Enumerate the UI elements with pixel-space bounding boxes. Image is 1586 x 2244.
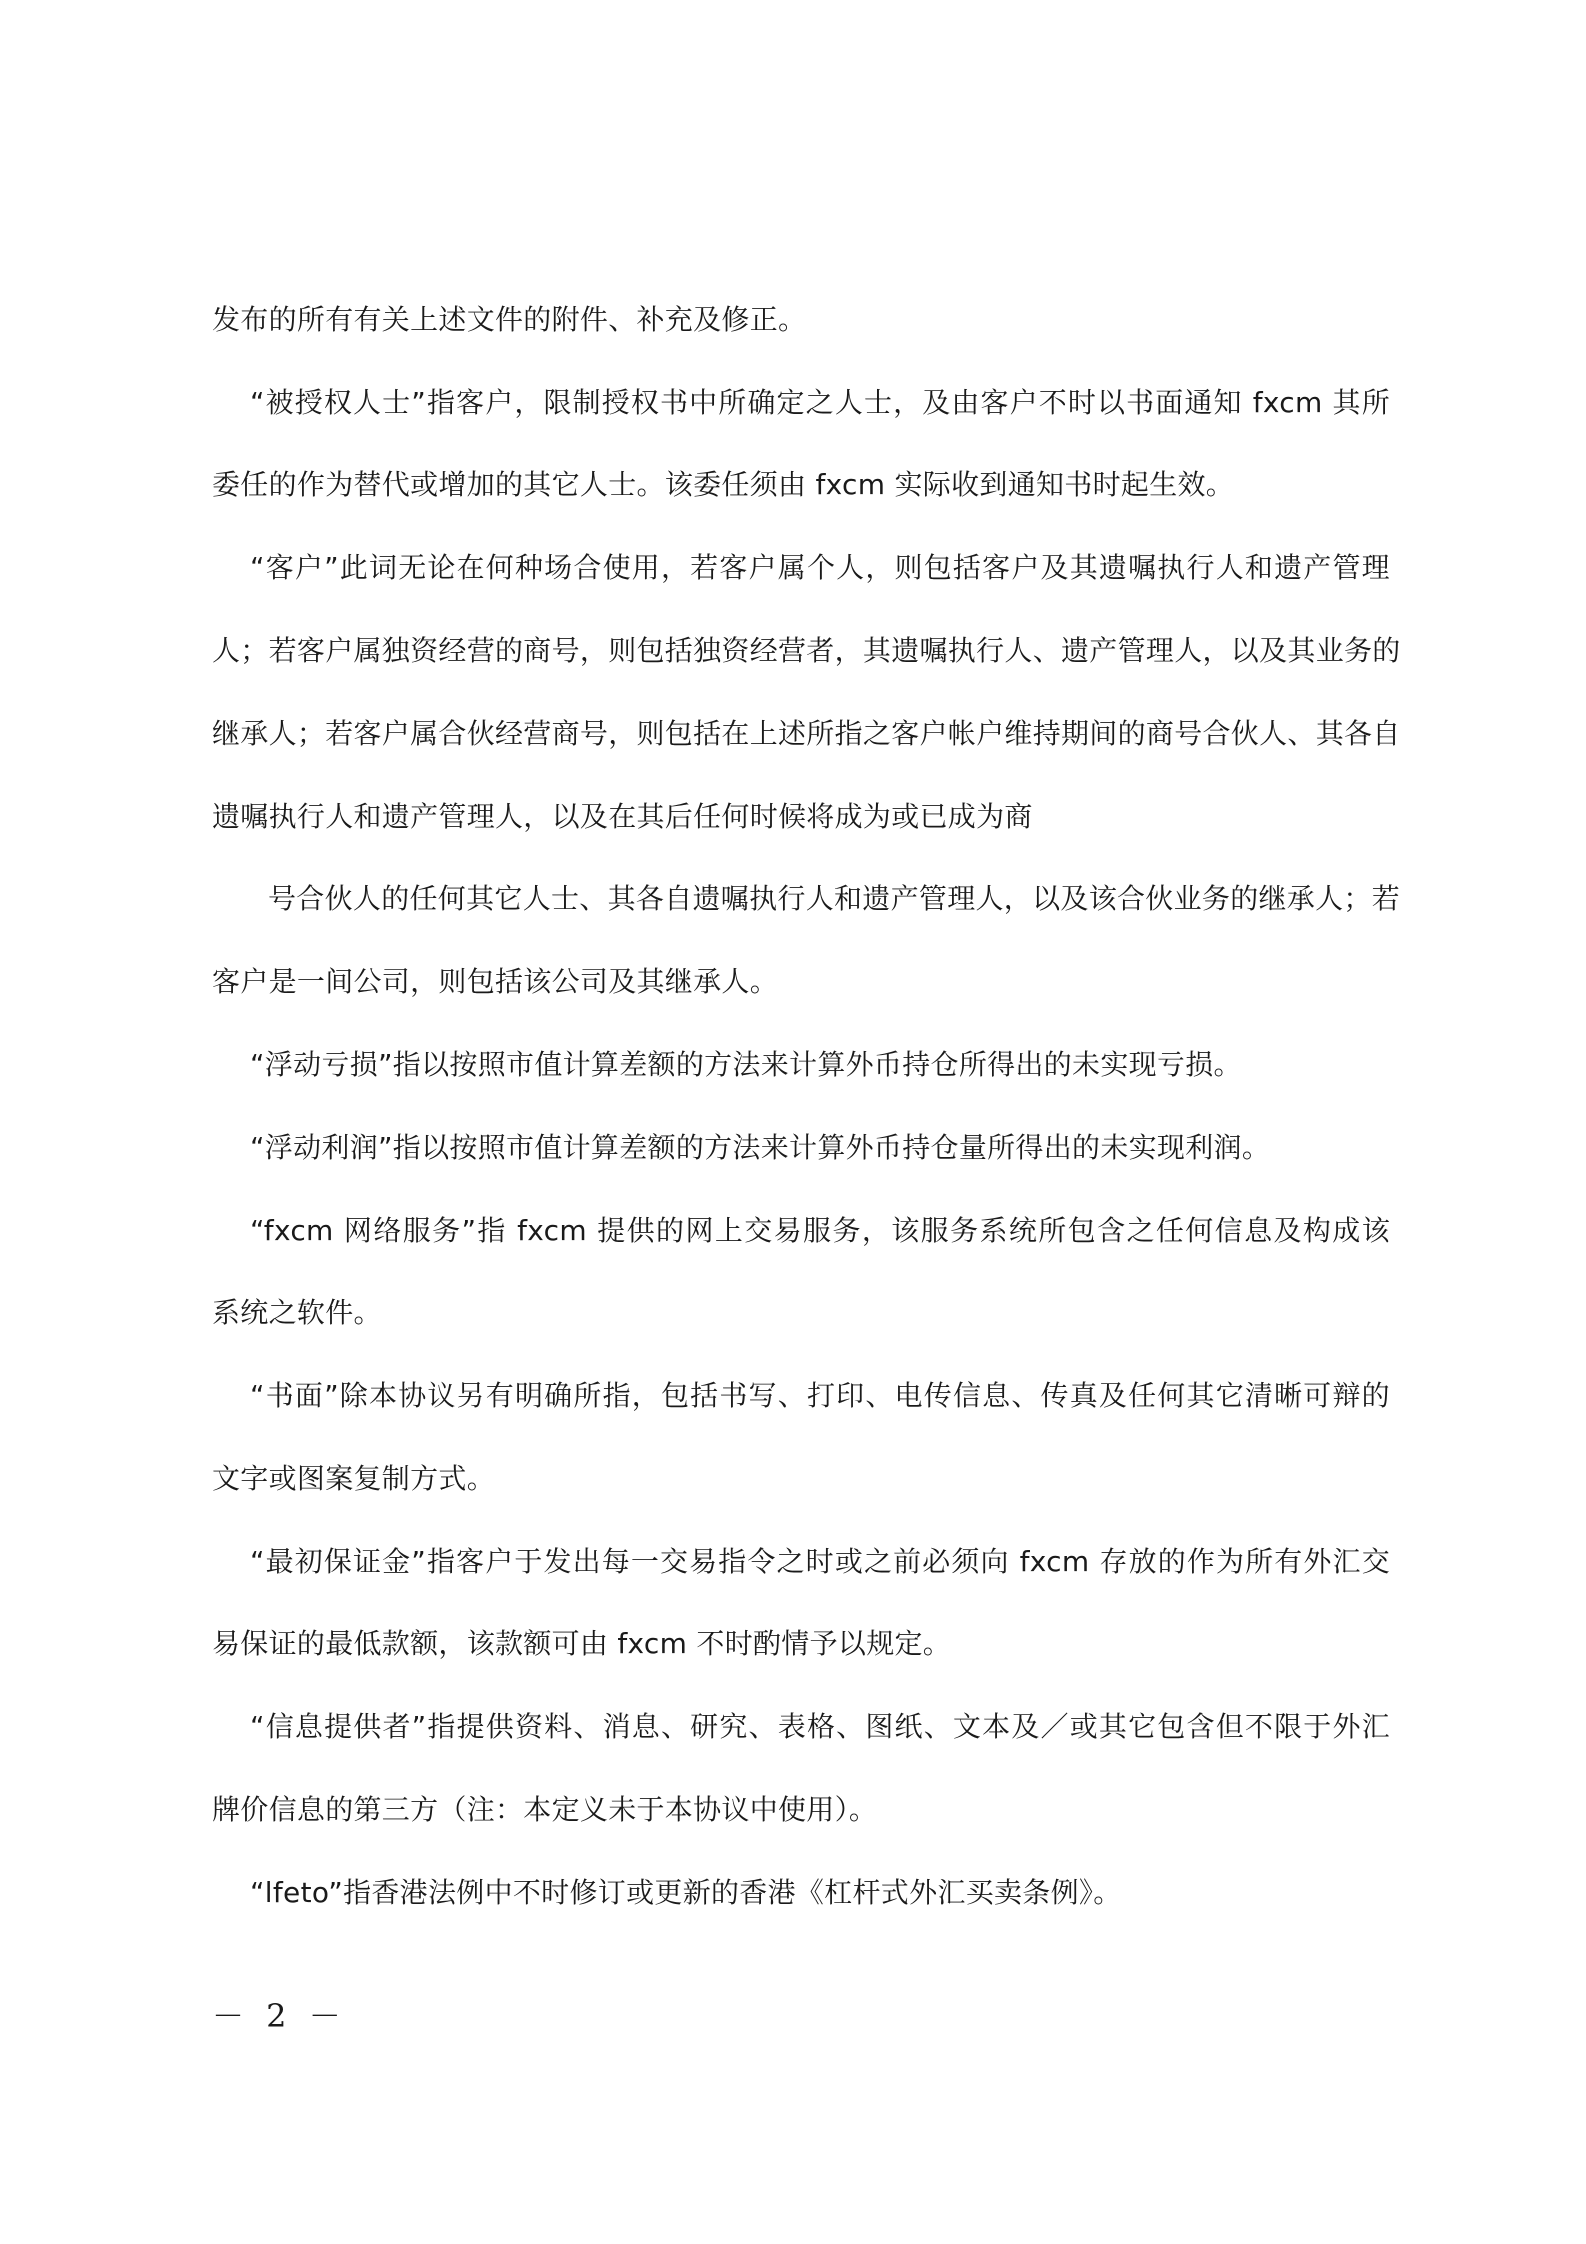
- text-line-17: 易保证的最低款额，该款额可由 fxcm 不时酌情予以规定。: [212, 1627, 952, 1660]
- text-line-5: 人；若客户属独资经营的商号，则包括独资经营者，其遗嘱执行人、遗产管理人，以及其业务的: [212, 634, 1401, 667]
- text-line-2: “被授权人士”指客户，限制授权书中所确定之人士，及由客户不时以书面通知 fxcm 其所: [250, 386, 1390, 419]
- text-line-9: 客户是一间公司，则包括该公司及其继承人。: [212, 965, 779, 998]
- text-line-10: “浮动亏损”指以按照市值计算差额的方法来计算外币持仓所得出的未实现亏损。: [250, 1048, 1242, 1081]
- text-line-3: 委任的作为替代或增加的其它人士。该委任须由 fxcm 实际收到通知书时起生效。: [212, 468, 1235, 501]
- text-line-7: 遗嘱执行人和遗产管理人，以及在其后任何时候将成为或已成为商: [212, 800, 1033, 833]
- text-line-12: “fxcm 网络服务”指 fxcm 提供的网上交易服务，该服务系统所包含之任何信息及构成该: [250, 1214, 1390, 1247]
- text-line-13: 系统之软件。: [212, 1296, 382, 1329]
- text-line-19: 牌价信息的第三方（注：本定义未于本协议中使用）。: [212, 1793, 878, 1826]
- text-line-11: “浮动利润”指以按照市值计算差额的方法来计算外币持仓量所得出的未实现利润。: [250, 1131, 1271, 1164]
- text-line-18: “信息提供者”指提供资料、消息、研究、表格、图纸、文本及／或其它包含但不限于外汇: [250, 1710, 1390, 1743]
- text-line-8: 号合伙人的任何其它人士、其各自遗嘱执行人和遗产管理人，以及该合伙业务的继承人；若: [268, 882, 1401, 915]
- text-line-15: 文字或图案复制方式。: [212, 1462, 496, 1495]
- text-line-16: “最初保证金”指客户于发出每一交易指令之时或之前必须向 fxcm 存放的作为所有外汇交: [250, 1545, 1390, 1578]
- text-line-6: 继承人；若客户属合伙经营商号，则包括在上述所指之客户帐户维持期间的商号合伙人、其各自: [212, 717, 1401, 750]
- text-line-20: “lfeto”指香港法例中不时修订或更新的香港《杠杆式外汇买卖条例》。: [250, 1876, 1122, 1909]
- text-line-14: “书面”除本协议另有明确所指，包括书写、打印、电传信息、传真及任何其它清晰可辩的: [250, 1379, 1390, 1412]
- text-line-4: “客户”此词无论在何种场合使用，若客户属个人，则包括客户及其遗嘱执行人和遗产管理: [250, 551, 1390, 584]
- page-number: － 2 －: [212, 1997, 347, 2035]
- text-line-1: 发布的所有有关上述文件的附件、补充及修正。: [212, 303, 807, 336]
